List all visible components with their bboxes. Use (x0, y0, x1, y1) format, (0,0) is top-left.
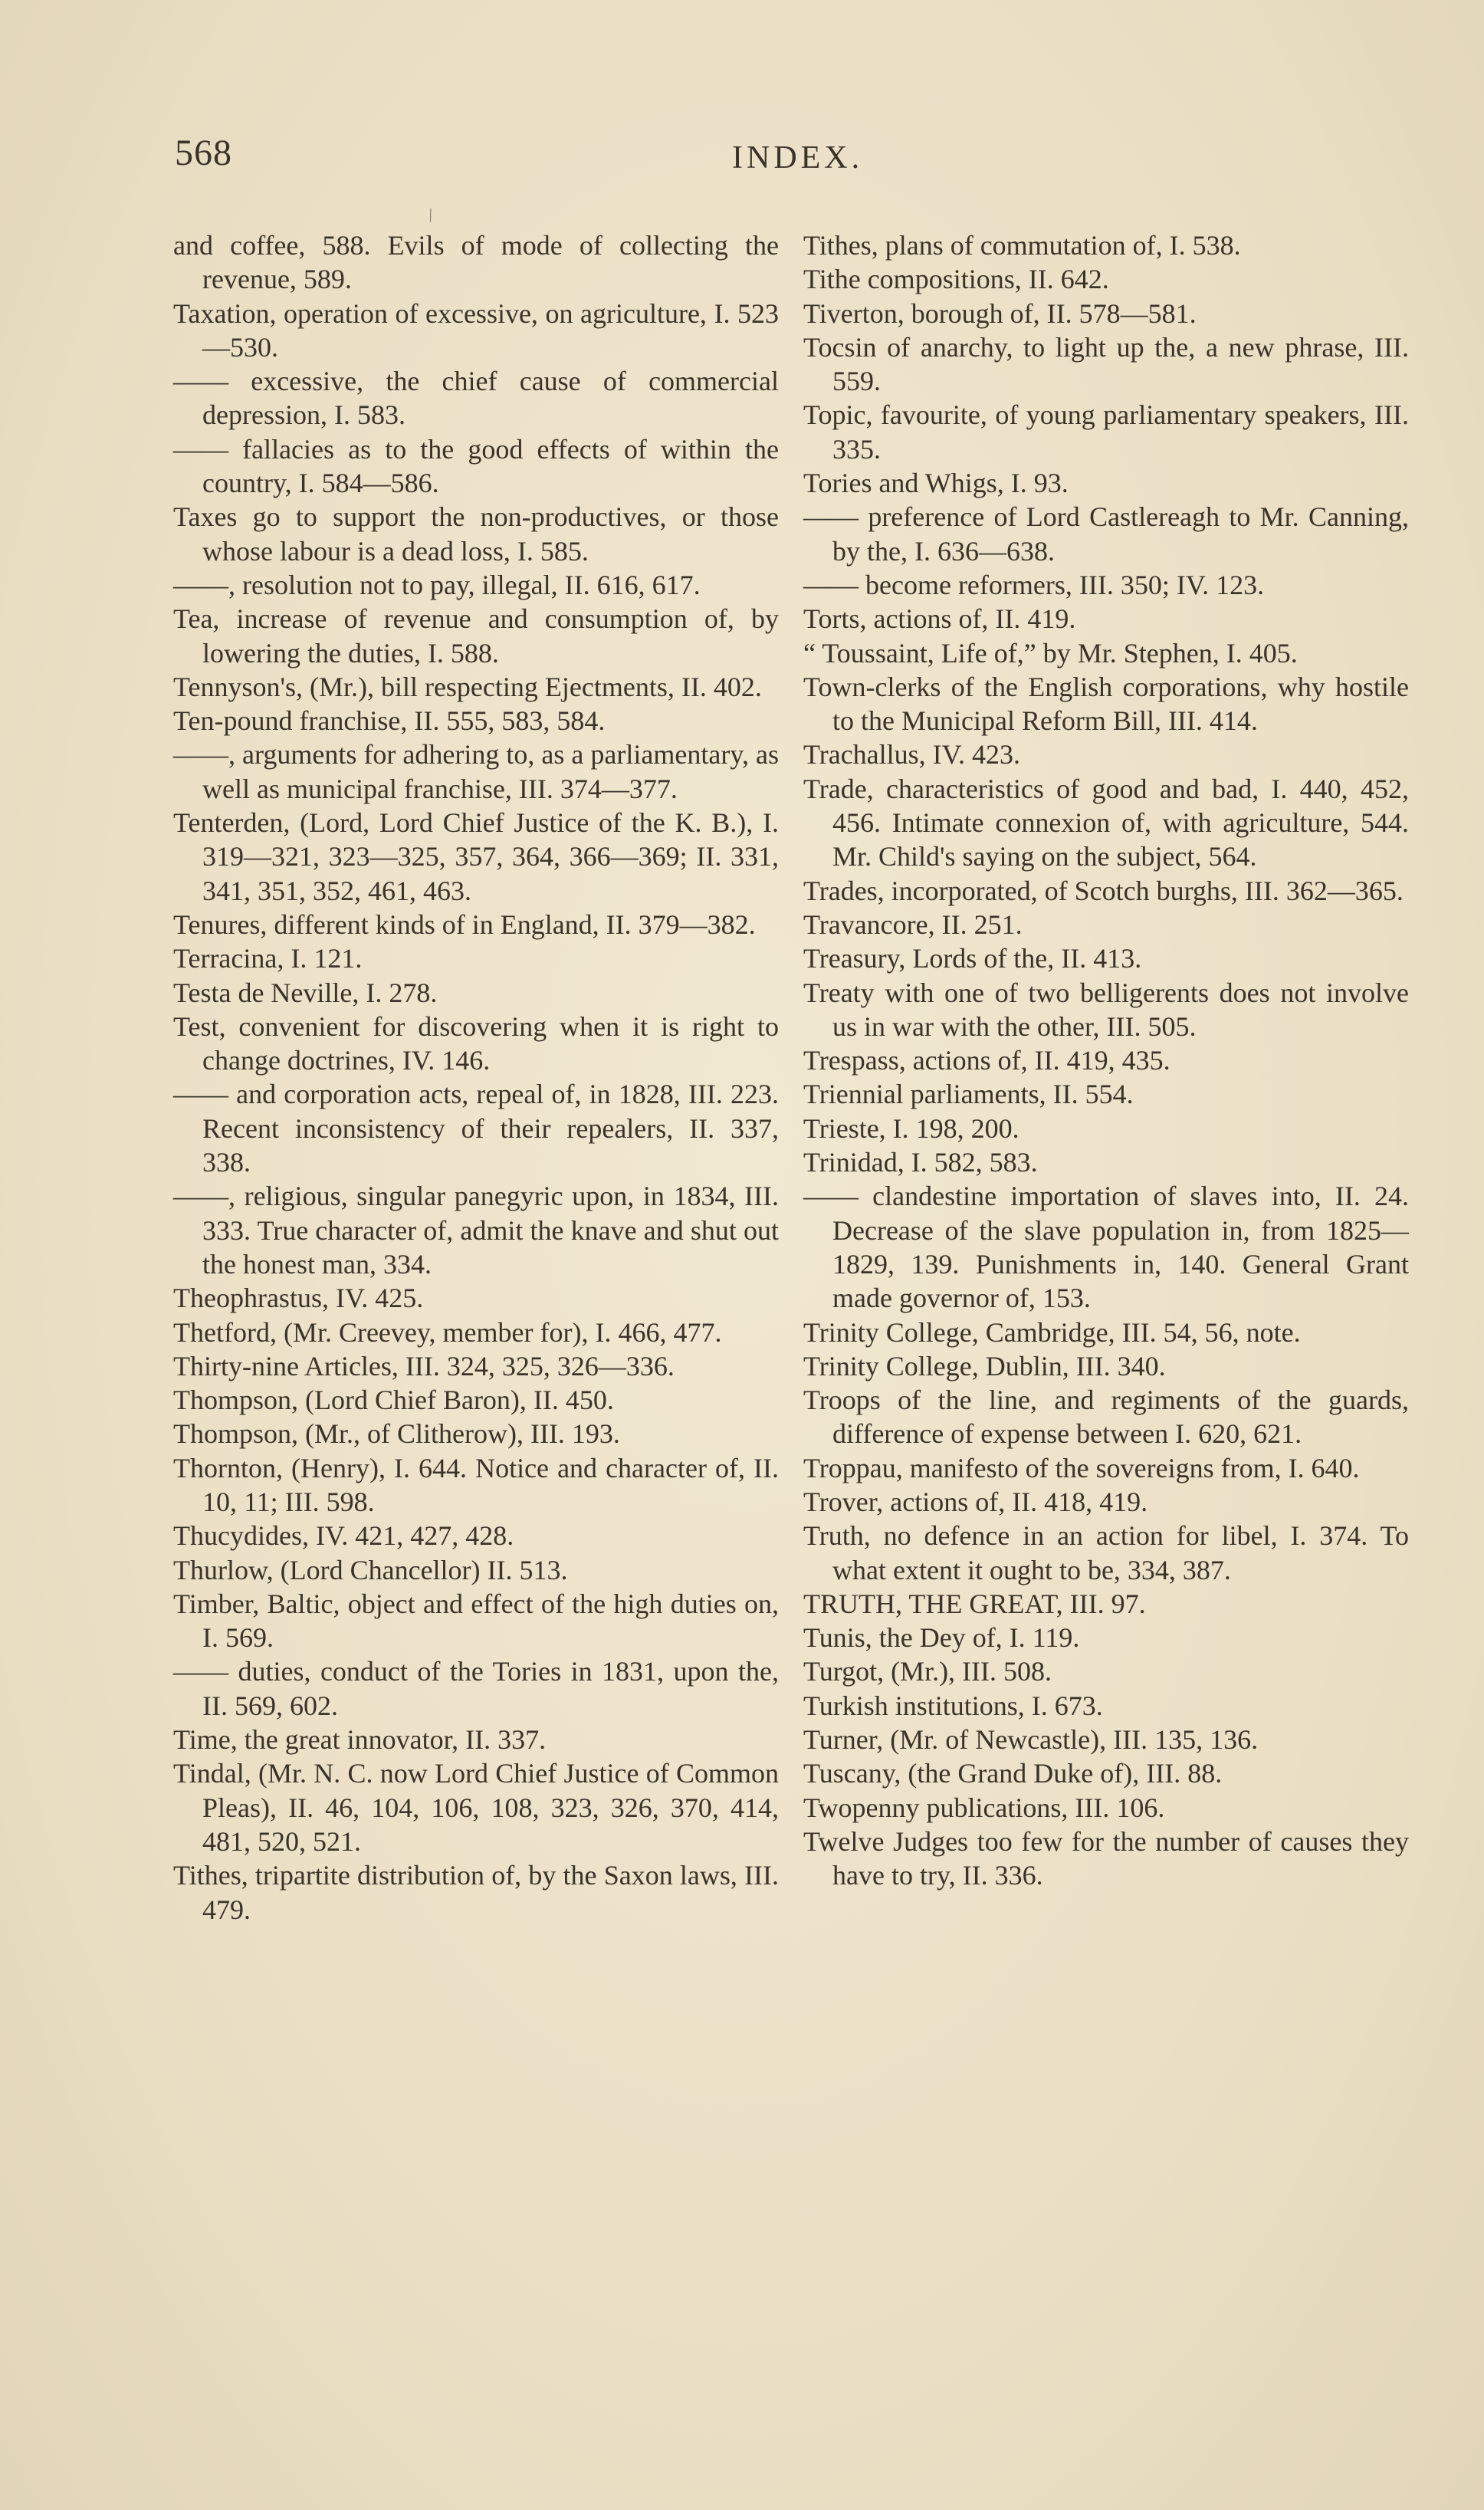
index-entry: Troppau, manifesto of the sovereigns from, I. 640. (803, 1452, 1360, 1483)
index-entry: Time, the great innovator, II. 337. (173, 1724, 547, 1756)
index-entry: Thurlow, (Lord Chancellor) II. 513. (173, 1554, 568, 1585)
index-entry: Tocsin of anarchy, to light up the, a new phrase, III. 559. (803, 331, 1409, 397)
index-entry: Testa de Neville, I. 278. (173, 977, 438, 1008)
index-entry: Trades, incorporated, of Scotch burghs, III. 362—365. (803, 875, 1404, 906)
left-column (173, 228, 779, 1927)
index-entry: Tenures, different kinds of in England, II. 379—382. (173, 908, 756, 940)
index-entry: Thetford, (Mr. Creevey, member for), I. 466, 477. (173, 1316, 722, 1348)
index-entry: —— and corporation acts, repeal of, in 1828, III. 223. Recent inconsistency of their repealers, II. 337, 338. (173, 1079, 779, 1178)
index-entry: Tithes, plans of commutation of, I. 538. (803, 230, 1241, 261)
page-number: 568 (175, 133, 232, 173)
index-entry: Trespass, actions of, II. 419, 435. (803, 1045, 1170, 1076)
index-entry: Twopenny publications, III. 106. (803, 1792, 1165, 1823)
index-entry: —— excessive, the chief cause of commercial depression, I. 583. (173, 366, 779, 431)
index-entry: Torts, actions of, II. 419. (803, 603, 1076, 635)
index-entry: Tindal, (Mr. N. C. now Lord Chief Justice of Common Pleas), II. 46, 104, 106, 108, 323, 326, 370, 414, 481, 520, 521. (173, 1758, 779, 1857)
index-entry: Turner, (Mr. of Newcastle), III. 135, 136. (803, 1724, 1259, 1756)
index-entry: Trinity College, Dublin, III. 340. (803, 1350, 1166, 1381)
index-entry: Thompson, (Lord Chief Baron), II. 450. (173, 1385, 614, 1416)
index-entry: Tunis, the Dey of, I. 119. (803, 1622, 1080, 1654)
index-entry: Tenterden, (Lord, Lord Chief Justice of the K. B.), I. 319—321, 323—325, 357, 364, 366—369; II. 331, 341, 351, 352, 461, 463. (173, 807, 779, 906)
index-entry: Tennyson's, (Mr.), bill respecting Ejectments, II. 402. (173, 671, 762, 702)
index-entry: Trinidad, I. 582, 583. (803, 1147, 1038, 1178)
index-entry: —— duties, conduct of the Tories in 1831, upon the, II. 569, 602. (173, 1656, 779, 1721)
index-entry: Trieste, I. 198, 200. (803, 1112, 1019, 1144)
index-entry: Topic, favourite, of young parliamentary speakers, III. 335. (803, 399, 1409, 465)
index-entry: Trover, actions of, II. 418, 419. (803, 1486, 1148, 1517)
index-entry: Trachallus, IV. 423. (803, 739, 1021, 770)
index-entry: —— fallacies as to the good effects of within the country, I. 584—586. (173, 433, 779, 499)
index-entry: Treasury, Lords of the, II. 413. (803, 943, 1142, 974)
running-head: INDEX. (732, 140, 864, 176)
index-entry: Tithe compositions, II. 642. (803, 264, 1109, 295)
index-entry: Taxation, operation of excessive, on agriculture, I. 523—530. (173, 297, 779, 363)
index-entry: Trinity College, Cambridge, III. 54, 56, note. (803, 1316, 1301, 1348)
index-entry: Tiverton, borough of, II. 578—581. (803, 297, 1197, 329)
ink-mark: ∕ (423, 206, 438, 224)
index-entry: Timber, Baltic, object and effect of the high duties on, I. 569. (173, 1588, 779, 1654)
index-entry: Triennial parliaments, II. 554. (803, 1079, 1134, 1110)
index-entry: Theophrastus, IV. 425. (173, 1283, 424, 1314)
index-entry: Town-clerks of the English corporations, why hostile to the Municipal Reform Bill, III. 414. (803, 671, 1409, 737)
index-entry: “ Toussaint, Life of,” by Mr. Stephen, I. 405. (803, 637, 1298, 669)
index-entry: Ten-pound franchise, II. 555, 583, 584. (173, 705, 606, 737)
index-entry: Test, convenient for discovering when it is right to change doctrines, IV. 146. (173, 1010, 779, 1076)
index-entry: Travancore, II. 251. (803, 908, 1023, 940)
index-entry: Turgot, (Mr.), III. 508. (803, 1656, 1052, 1687)
index-entry: Thompson, (Mr., of Clitherow), III. 193. (173, 1418, 620, 1450)
index-entry: Turkish institutions, I. 673. (803, 1690, 1103, 1721)
index-entry: and coffee, 588. Evils of mode of collecting the revenue, 589. (173, 230, 779, 295)
index-entry: Thornton, (Henry), I. 644. Notice and character of, II. 10, 11; III. 598. (173, 1452, 779, 1517)
index-entry: Treaty with one of two belligerents does not involve us in war with the other, III. 505. (803, 977, 1409, 1042)
index-entry: ——, arguments for adhering to, as a parliamentary, as well as municipal franchise, III. 374—377. (173, 739, 779, 804)
index-entry: Tories and Whigs, I. 93. (803, 468, 1069, 499)
index-entry: Thirty-nine Articles, III. 324, 325, 326—336. (173, 1350, 675, 1381)
index-entry: —— become reformers, III. 350; IV. 123. (803, 569, 1265, 600)
index-entry: —— preference of Lord Castlereagh to Mr. Canning, by the, I. 636—638. (803, 501, 1409, 567)
index-entry: ——, resolution not to pay, illegal, II. 616, 617. (173, 569, 701, 600)
index-entry: TRUTH, THE GREAT, III. 97. (803, 1588, 1146, 1619)
index-entry: Truth, no defence in an action for libel, I. 374. To what extent it ought to be, 334, 387. (803, 1520, 1409, 1585)
index-entry: Terracina, I. 121. (173, 943, 363, 974)
index-entry: —— clandestine importation of slaves into, II. 24. Decrease of the slave population in, from 1825—1829, 139. Punishments in, 140. General Grant made governor of, 153. (803, 1181, 1409, 1314)
index-entry: Tithes, tripartite distribution of, by the Saxon laws, III. 479. (173, 1860, 779, 1925)
index-entry: Tea, increase of revenue and consumption of, by lowering the duties, I. 588. (173, 603, 779, 669)
right-column (803, 228, 1409, 1893)
index-entry: Taxes go to support the non-productives, or those whose labour is a dead loss, I. 585. (173, 501, 779, 567)
index-entry: Troops of the line, and regiments of the guards, difference of expense between I. 620, 621. (803, 1385, 1409, 1450)
index-entry: ——, religious, singular panegyric upon, in 1834, III. 333. True character of, admit the knave and shut out the honest man, 334. (173, 1181, 779, 1280)
index-entry: Trade, characteristics of good and bad, I. 440, 452, 456. Intimate connexion of, with agriculture, 544. Mr. Child's saying on the subject, 564. (803, 773, 1409, 872)
index-entry: Twelve Judges too few for the number of causes they have to try, II. 336. (803, 1825, 1409, 1891)
index-entry: Tuscany, (the Grand Duke of), III. 88. (803, 1758, 1223, 1789)
index-entry: Thucydides, IV. 421, 427, 428. (173, 1520, 514, 1552)
